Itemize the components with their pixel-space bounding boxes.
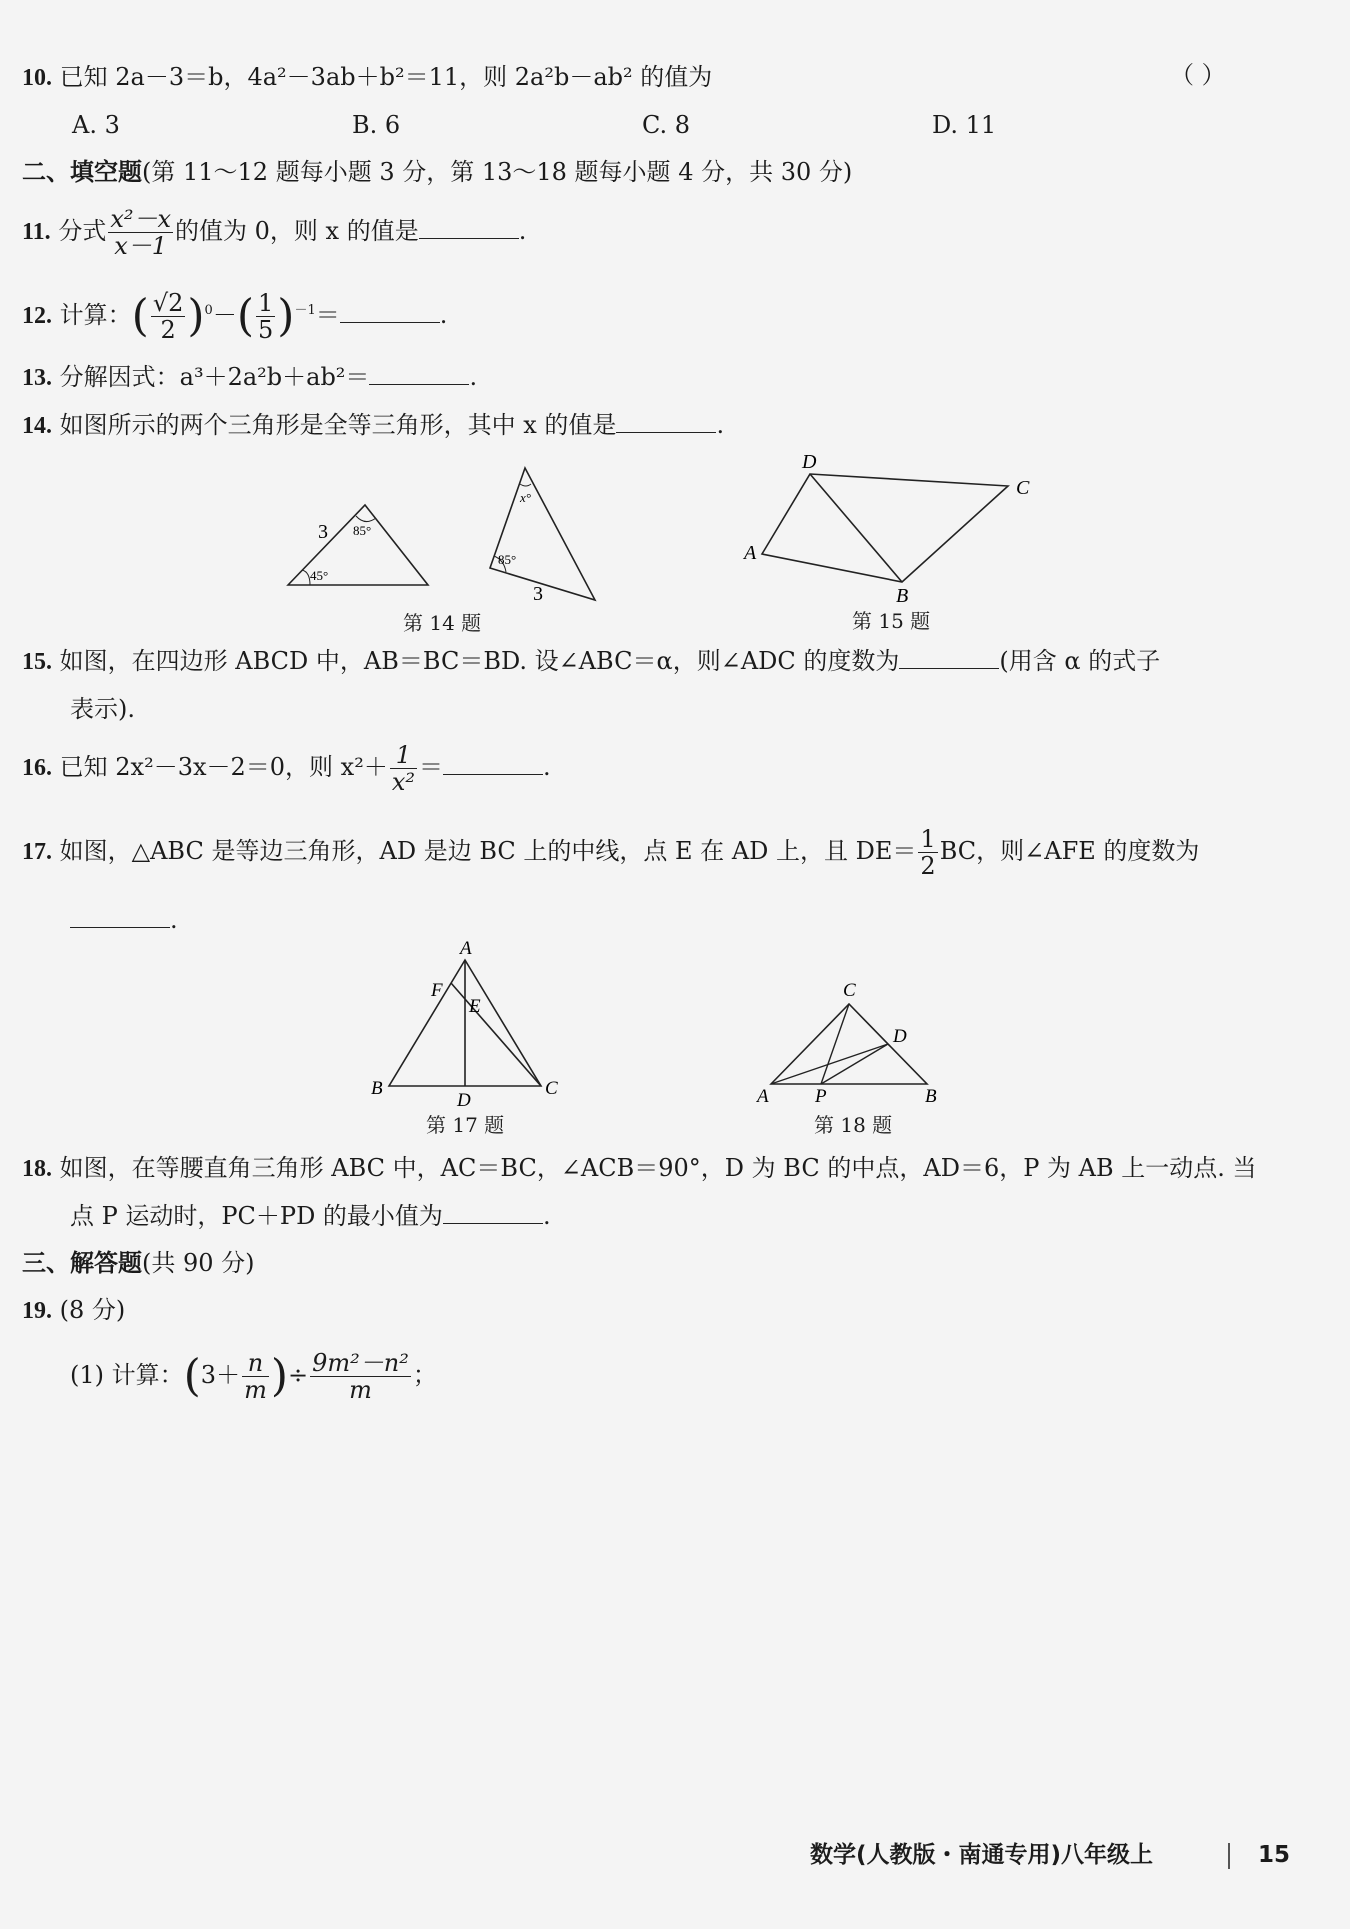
question-10	[22, 62, 712, 93]
figure-18-caption: 第 18 题	[814, 1113, 893, 1137]
question-number: 11.	[22, 219, 51, 245]
figure-17-equilateral	[365, 940, 575, 1110]
question-number: 17.	[22, 839, 52, 865]
fraction-denominator: 2	[920, 852, 936, 880]
figure-17-caption: 第 17 题	[426, 1113, 505, 1137]
angle-arc	[356, 516, 376, 522]
question-15	[22, 646, 1160, 677]
angle-arc	[520, 484, 531, 486]
side-label: 3	[533, 583, 543, 605]
question-number: 18.	[22, 1156, 52, 1182]
point-label-e: E	[469, 996, 481, 1017]
option-b: B. 6	[352, 111, 401, 139]
angle-label: x°	[520, 490, 531, 505]
question-text: 点 P 运动时，PC＋PD 的最小值为	[70, 1202, 443, 1230]
section-title: 二、填空题	[22, 157, 142, 186]
question-text: 如图，在等腰直角三角形 ABC 中，AC＝BC，∠ACB＝90°，D 为 BC 的中点，AD＝6，P 为 AB 上一动点. 当	[59, 1154, 1257, 1182]
question-suffix: BC，则∠AFE 的度数为	[939, 837, 1200, 865]
question-number: 10.	[22, 65, 52, 91]
point-label-f: F	[431, 980, 443, 1001]
answer-blank[interactable]	[899, 646, 999, 669]
page-number: 15	[1258, 1842, 1291, 1868]
vertex-label-b: B	[896, 585, 909, 607]
option-c: C. 8	[642, 111, 691, 139]
question-17	[22, 826, 1199, 879]
fraction-numerator: 1	[395, 741, 412, 769]
section-note: (共 90 分)	[142, 1249, 255, 1277]
question-12: 12. 计算：( $\frac{√2}{2}$ )$^0$－( $\frac{1}{5}$ )$^{-1}$＝ .	[22, 289, 448, 344]
fraction-numerator: 1	[920, 825, 936, 853]
fraction	[390, 742, 417, 795]
part-label: (1) 计算：	[70, 1361, 184, 1389]
fraction-one-half	[918, 826, 937, 879]
question-prefix: 计算：	[59, 301, 132, 329]
question-prefix: 如图，△ABC 是等边三角形，AD 是边 BC 上的中线，点 E 在 AD 上，且 DE＝	[59, 837, 917, 865]
point-label-d: D	[457, 1090, 471, 1110]
question-text: 分解因式：a³＋2a²b＋ab²＝	[59, 363, 370, 391]
angle-label: 85°	[353, 523, 372, 538]
footer-divider	[1228, 1843, 1230, 1869]
question-points: (8 分)	[59, 1296, 126, 1324]
fraction-n-over-m: $\frac{n}{m}$	[244, 1349, 267, 1404]
fraction-one-fifth: $\frac{1}{5}$	[258, 289, 274, 344]
question-number: 16.	[22, 755, 52, 781]
question-14: 14. 如图所示的两个三角形是全等三角形，其中 x 的值是 .	[22, 411, 725, 439]
option-d: D. 11	[932, 111, 997, 139]
section-heading-solve	[22, 1248, 255, 1278]
figure-15-caption: 第 15 题	[852, 609, 931, 633]
fraction	[108, 206, 173, 259]
quadrilateral-abcd	[762, 474, 1008, 582]
question-13: 13. 分解因式：a³＋2a²b＋ab²＝ .	[22, 363, 478, 391]
figure-15-quadrilateral	[740, 448, 1050, 608]
angle-label: 85°	[498, 552, 517, 567]
option-a: A. 3	[72, 111, 120, 139]
answer-blank[interactable]	[70, 905, 170, 928]
question-number: 15.	[22, 649, 52, 675]
question-text: 如图，在四边形 ABCD 中，AB＝BC＝BD. 设∠ABC＝α，则∠ADC 的度数为	[59, 647, 900, 675]
question-15-line-2: 表示).	[70, 695, 135, 723]
point-label-d: D	[893, 1026, 907, 1047]
vertex-label-a: A	[757, 1086, 769, 1107]
question-prefix: 分式	[58, 217, 107, 245]
question-18-line-2: 点 P 运动时，PC＋PD 的最小值为 .	[70, 1202, 551, 1230]
question-19-part-1: (1) 计算：(3＋ $\frac{n}{m}$ )÷ $\frac{\text{9m²－n²}}{m}$ ；	[70, 1349, 437, 1404]
vertex-label-c: C	[545, 1078, 558, 1099]
vertex-label-a: A	[744, 542, 757, 564]
vertex-label-c: C	[843, 980, 856, 1001]
figure-18-isosceles-right	[755, 970, 955, 1110]
vertex-label-c: C	[1016, 477, 1030, 499]
triangle-2	[490, 468, 595, 600]
figure-14-triangles	[280, 460, 610, 610]
answer-blank[interactable]	[340, 300, 440, 323]
segment-pc	[821, 1004, 849, 1084]
answer-blank[interactable]	[443, 1201, 543, 1224]
section-title: 三、解答题	[22, 1248, 142, 1277]
fraction-9m2-n2-over-m: $\frac{\text{9m²－n²}}{m}$	[312, 1349, 409, 1404]
question-number: 14.	[22, 413, 52, 439]
point-label-p: P	[815, 1086, 827, 1107]
vertex-label-a: A	[460, 940, 472, 959]
question-18	[22, 1153, 1256, 1184]
angle-arc	[302, 570, 310, 585]
fraction-denominator: x－1	[108, 232, 173, 259]
side-label: 3	[318, 521, 328, 543]
question-number: 12.	[22, 303, 52, 329]
question-17-line-2: .	[70, 905, 178, 935]
segment-ad	[771, 1044, 888, 1084]
answer-blank[interactable]	[369, 362, 469, 385]
footer-book-title: 数学(人教版・南通专用)八年级上	[810, 1842, 1154, 1868]
vertex-label-b: B	[925, 1086, 937, 1107]
question-19	[22, 1295, 125, 1326]
question-number: 19.	[22, 1298, 52, 1324]
vertex-label-d: D	[802, 451, 817, 473]
exponent-minus-one: －1	[294, 303, 316, 318]
section-note: (第 11～12 题每小题 3 分，第 13～18 题每小题 4 分，共 30 分)	[142, 158, 853, 186]
exponent-zero: 0	[204, 303, 213, 318]
question-11: 11. 分式 $\frac{\text{x²－x}}{x-1}$ 的值为 0，则 x 的值是 .	[22, 205, 527, 260]
figure-14-caption: 第 14 题	[403, 611, 482, 635]
question-suffix: ＝	[418, 753, 443, 781]
vertex-label-b: B	[371, 1078, 383, 1099]
fraction-sqrt2-over-2: $\frac{√2}{2}$	[152, 289, 184, 344]
triangle-1	[288, 505, 428, 585]
question-text: 已知 2a－3＝b，4a²－3ab＋b²＝11，则 2a²b－ab² 的值为	[59, 63, 713, 91]
angle-label: 45°	[310, 568, 329, 583]
answer-blank[interactable]	[443, 752, 543, 775]
question-text: 如图所示的两个三角形是全等三角形，其中 x 的值是	[59, 411, 617, 439]
question-suffix: 的值为 0，则 x 的值是	[175, 217, 419, 245]
question-number: 13.	[22, 365, 52, 391]
answer-paren: （ ）	[1170, 61, 1226, 89]
answer-blank[interactable]	[616, 410, 716, 433]
question-text-end: (用含 α 的式子	[999, 647, 1161, 675]
question-16: 16. 已知 2x²－3x－2＝0，则 x²＋ $\frac{1}{\text{x²}}$ ＝ .	[22, 741, 551, 796]
fraction-numerator: x²－x	[110, 205, 172, 233]
section-heading-fill-in	[22, 157, 852, 187]
answer-blank[interactable]	[419, 216, 519, 239]
fraction-denominator: x²	[391, 768, 415, 796]
question-prefix: 已知 2x²－3x－2＝0，则 x²＋	[59, 753, 388, 781]
